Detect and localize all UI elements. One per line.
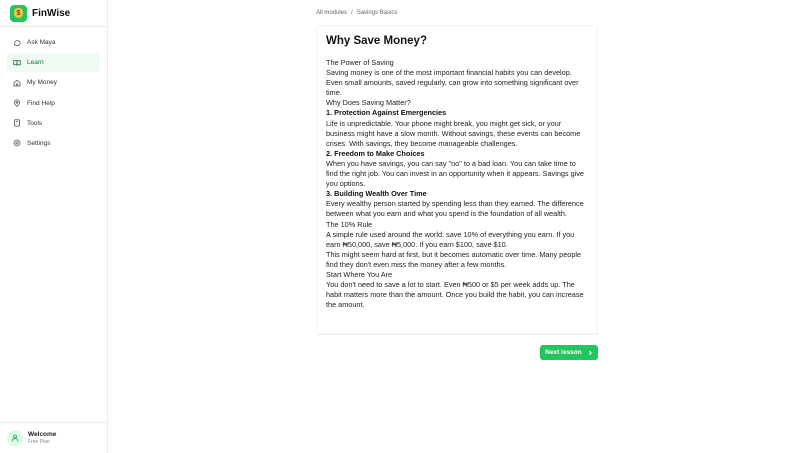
- user-icon: [11, 434, 19, 442]
- lesson-paragraph: This might seem hard at first, but it becomes automatic over time. Many people find they don't even miss the money after a few months.: [326, 249, 582, 269]
- chevron-right-icon: [587, 350, 593, 356]
- user-plan: Free Plan: [28, 439, 50, 445]
- breadcrumb: [316, 10, 397, 16]
- user-profile[interactable]: [0, 422, 108, 453]
- breadcrumb-current: Savings Basics: [356, 10, 398, 16]
- lesson-paragraph: Start Where You Are: [326, 269, 393, 279]
- calculator-icon: [13, 119, 21, 127]
- app-name: FinWise: [32, 7, 71, 19]
- lesson-paragraph: Life is unpredictable. Your phone might break, you might get sick, or your business might have a slow month. Without savings, these events can become crises. With savings, they become manageable challenges.: [326, 118, 581, 148]
- sidebar-item-label: Find Help: [27, 99, 55, 107]
- sidebar-item-label: Ask Maya: [27, 39, 56, 46]
- lesson-paragraph: You don't need to save a lot to start. Even ₦500 or $5 per week adds up. The habit matters more than the amount. Once you build the habit, you can increase the amount.: [326, 280, 584, 310]
- lesson-paragraph: Saving money is one of the most important financial habits you can develop. Even small amounts, saved regularly, can grow into something significant over time.: [326, 68, 579, 98]
- sidebar-item-my-money[interactable]: [7, 73, 100, 92]
- money-bag-icon: $: [10, 5, 27, 22]
- sidebar-item-settings[interactable]: [7, 134, 100, 153]
- sidebar-item-label: Settings: [27, 139, 51, 147]
- breadcrumb-separator: /: [351, 10, 353, 16]
- lesson-paragraph: A simple rule used around the world: save 10% of everything you earn. If you earn ₦50,000, save ₦5,000. If you earn $100, save $10.: [326, 229, 575, 249]
- lesson-paragraph: The Power of Saving: [326, 58, 394, 67]
- home-icon: [13, 79, 21, 87]
- sidebar-item-label: Tools: [27, 119, 43, 127]
- lesson-paragraph: The 10% Rule: [326, 219, 373, 229]
- lesson-heading: 3. Building Wealth Over Time: [326, 189, 427, 199]
- gear-icon: [13, 139, 21, 147]
- book-icon: [13, 59, 21, 67]
- brand[interactable]: [0, 0, 107, 27]
- sidebar-item-label: My Money: [27, 79, 57, 87]
- sidebar-item-find-help[interactable]: [7, 94, 100, 113]
- user-name: Welcome: [28, 431, 57, 438]
- lesson-paragraph: Why Does Saving Matter?: [326, 98, 411, 108]
- lesson-heading: 1. Protection Against Emergencies: [326, 108, 447, 118]
- divider: [316, 334, 598, 335]
- next-lesson-label: Next lesson: [545, 349, 582, 356]
- lesson-paragraph: Every wealthy person started by spending less than they earned. The difference between what you earn and what you spend is the foundation of all wealth.: [326, 199, 584, 219]
- lesson-content: [326, 58, 588, 310]
- lesson-heading: 2. Freedom to Make Choices: [326, 148, 425, 158]
- location-pin-icon: [13, 99, 21, 107]
- chat-bubble-icon: [13, 39, 21, 47]
- lesson-paragraph: When you have savings, you can say "no" to a bad loan. You can take time to find the right job. You can invest in an opportunity when it appears. Savings give you options.: [326, 158, 584, 189]
- next-lesson-button[interactable]: [540, 345, 598, 360]
- sidebar-item-learn[interactable]: [7, 53, 100, 72]
- sidebar-nav: [0, 27, 107, 153]
- breadcrumb-all-modules[interactable]: All modules: [316, 10, 348, 16]
- sidebar-item-ask-maya[interactable]: [7, 33, 100, 52]
- sidebar: [0, 0, 108, 453]
- sidebar-item-tools[interactable]: [7, 114, 100, 133]
- lesson-title: Why Save Money?: [326, 35, 427, 47]
- avatar: [7, 430, 23, 446]
- sidebar-item-label: Learn: [27, 59, 44, 67]
